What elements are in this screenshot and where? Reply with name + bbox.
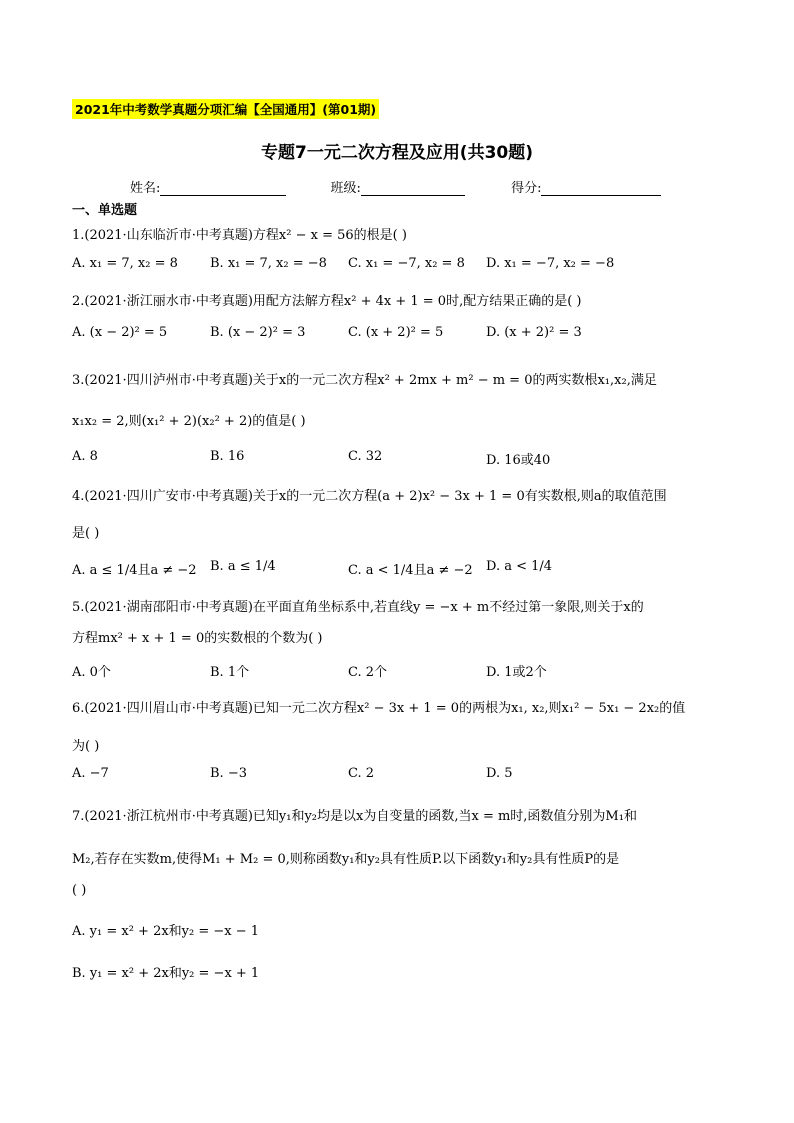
option-c: C. 2 xyxy=(348,766,375,781)
option-d: D. 1或2个 xyxy=(486,665,547,680)
option-c: C. x₁ = −7, x₂ = 8 xyxy=(348,256,465,271)
option-b: B. 16 xyxy=(210,449,245,464)
question-text: 关于x的一元二次方程x² + 2mx + m² − m = 0的两实数根x₁,x₂,满足 xyxy=(252,373,657,388)
question-number: 3. xyxy=(72,373,85,388)
option-a: A. x₁ = 7, x₂ = 8 xyxy=(72,256,178,271)
question-text: 用配方法解方程x² + 4x + 1 = 0时,配方结果正确的是( ) xyxy=(252,294,582,309)
option-a: A. 8 xyxy=(72,449,98,464)
question-number: 7. xyxy=(72,809,85,824)
name-blank xyxy=(160,181,286,196)
question-2 xyxy=(72,290,581,309)
question-source: (2021·湖南邵阳市·中考真题) xyxy=(84,600,253,615)
option-a: A. 0个 xyxy=(72,665,111,680)
name-label: 姓名: xyxy=(130,181,161,196)
question-source: (2021·四川广安市·中考真题) xyxy=(84,489,253,504)
series-banner: 2021年中考数学真题分项汇编【全国通用】(第01期) xyxy=(72,99,379,119)
question-source: (2021·浙江丽水市·中考真题) xyxy=(84,294,253,309)
option-d: D. 16或40 xyxy=(486,453,551,468)
option-d: D. (x + 2)² = 3 xyxy=(486,325,582,340)
question-number: 6. xyxy=(72,701,85,716)
question-source: (2021·四川泸州市·中考真题) xyxy=(84,373,253,388)
question-number: 5. xyxy=(72,600,85,615)
option-b: B. y₁ = x² + 2x和y₂ = −x + 1 xyxy=(72,966,260,981)
question-7-line-2: M₂,若存在实数m,使得M₁ + M₂ = 0,则称函数y₁和y₂具有性质P.以下函数y₁和y₂具有性质P的是 xyxy=(72,852,620,867)
option-a: A. −7 xyxy=(72,766,109,781)
question-text: 已知一元二次方程x² − 3x + 1 = 0的两根为x₁, x₂,则x₁² − 5x₁ − 2x₂的值 xyxy=(252,701,686,716)
option-c: C. 32 xyxy=(348,449,383,464)
class-label: 班级: xyxy=(330,181,361,196)
option-b: B. a ≤ 1/4 xyxy=(210,559,276,574)
option-d: D. a < 1/4 xyxy=(486,559,553,574)
question-source: (2021·山东临沂市·中考真题) xyxy=(84,228,253,243)
question-7-line-3: ( ) xyxy=(72,883,87,898)
score-label: 得分: xyxy=(511,181,542,196)
question-3 xyxy=(72,369,657,388)
question-source: (2021·浙江杭州市·中考真题) xyxy=(84,809,253,824)
question-number: 1. xyxy=(72,228,85,243)
option-b: B. (x − 2)² = 3 xyxy=(210,325,306,340)
option-d: D. x₁ = −7, x₂ = −8 xyxy=(486,256,615,271)
question-7 xyxy=(72,805,637,824)
question-text: 方程x² − x = 56的根是( ) xyxy=(252,228,407,243)
question-6-line-2: 为( ) xyxy=(72,739,100,754)
option-a: A. (x − 2)² = 5 xyxy=(72,325,168,340)
option-d: D. 5 xyxy=(486,766,513,781)
question-4 xyxy=(72,485,667,504)
question-3-line-2: x₁x₂ = 2,则(x₁² + 2)(x₂² + 2)的值是( ) xyxy=(72,414,306,429)
question-5 xyxy=(72,596,644,615)
option-b: B. −3 xyxy=(210,766,247,781)
option-c: C. 2个 xyxy=(348,665,388,680)
question-1 xyxy=(72,224,407,243)
option-c: C. a < 1/4且a ≠ −2 xyxy=(348,563,473,578)
section-heading: 一、单选题 xyxy=(72,203,138,218)
page-title: 专题7一元二次方程及应用(共30题) xyxy=(260,143,534,163)
option-a: A. a ≤ 1/4且a ≠ −2 xyxy=(72,563,197,578)
score-blank xyxy=(541,181,661,196)
option-b: B. x₁ = 7, x₂ = −8 xyxy=(210,256,327,271)
question-source: (2021·四川眉山市·中考真题) xyxy=(84,701,253,716)
question-5-line-2: 方程mx² + x + 1 = 0的实数根的个数为( ) xyxy=(72,631,323,646)
question-text: 关于x的一元二次方程(a + 2)x² − 3x + 1 = 0有实数根,则a的取值范围 xyxy=(252,489,667,504)
student-info-row xyxy=(130,177,661,196)
question-4-line-2: 是( ) xyxy=(72,526,100,541)
question-text: 已知y₁和y₂均是以x为自变量的函数,当x = m时,函数值分别为M₁和 xyxy=(252,809,637,824)
class-blank xyxy=(361,181,465,196)
question-6 xyxy=(72,697,685,716)
option-b: B. 1个 xyxy=(210,665,250,680)
option-c: C. (x + 2)² = 5 xyxy=(348,325,444,340)
option-a: A. y₁ = x² + 2x和y₂ = −x − 1 xyxy=(72,924,260,939)
question-text: 在平面直角坐标系中,若直线y = −x + m不经过第一象限,则关于x的 xyxy=(252,600,644,615)
question-number: 4. xyxy=(72,489,85,504)
question-number: 2. xyxy=(72,294,85,309)
